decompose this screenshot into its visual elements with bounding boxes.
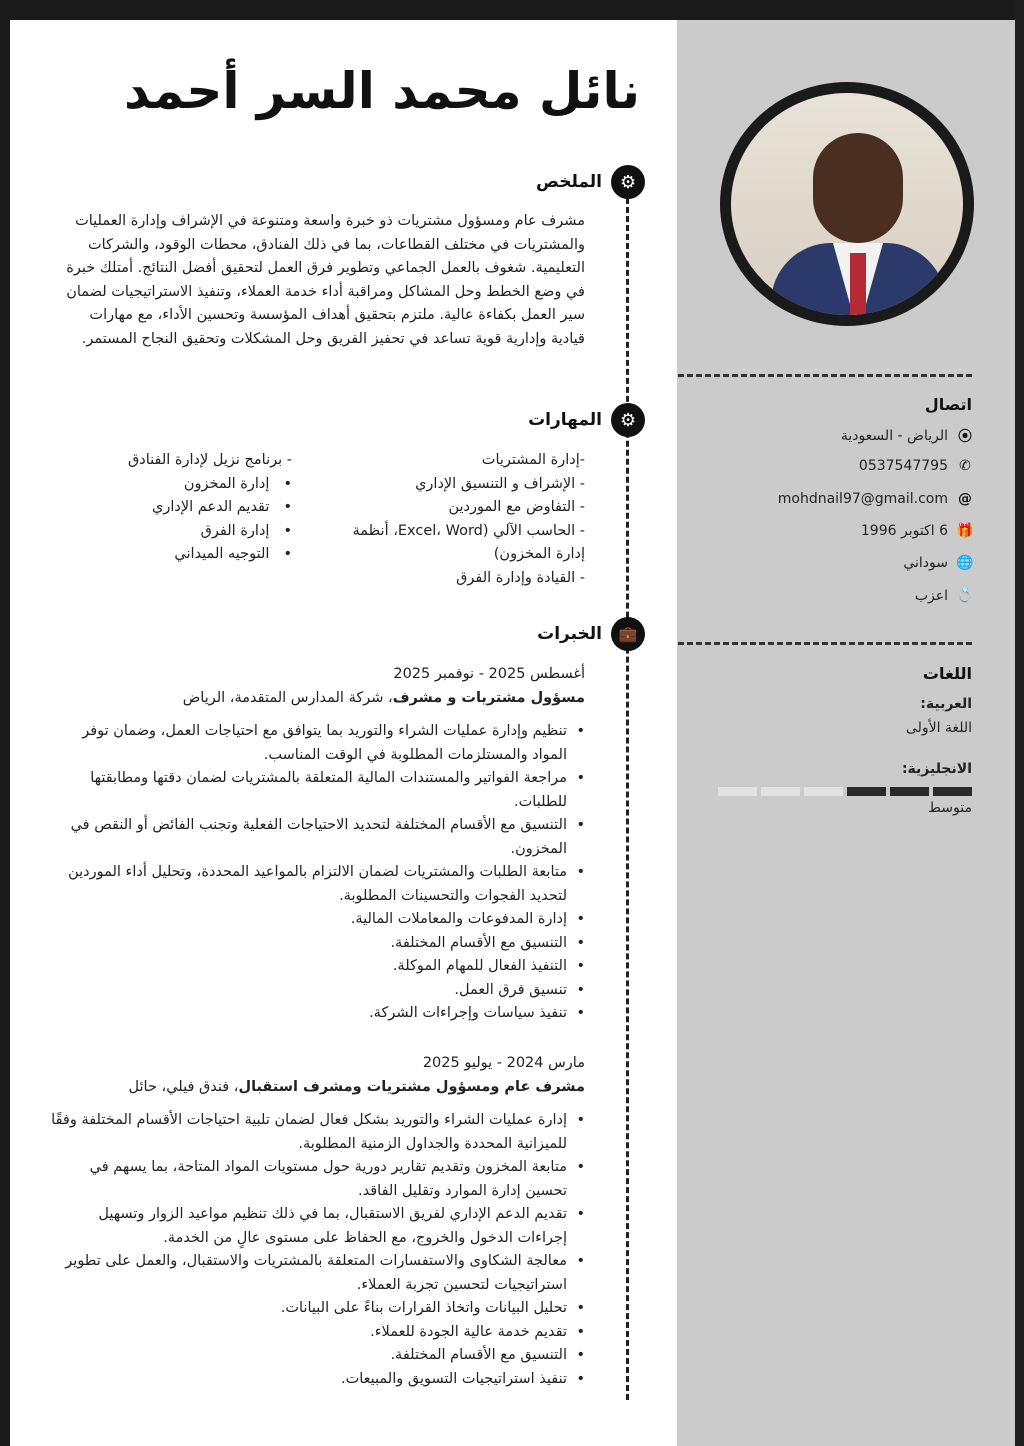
- experience-heading: الخبرات: [537, 624, 602, 644]
- gear-icon: ⚙: [611, 165, 645, 199]
- timeline-line: [626, 180, 629, 1400]
- right-border: [1015, 0, 1024, 1446]
- job-title: مشرف عام ومسؤول مشتريات ومشرف استقبال: [238, 1078, 585, 1095]
- contact-location: ⦿ الرياض - السعودية: [840, 428, 972, 445]
- skill-item: -إدارة المشتريات: [481, 452, 585, 468]
- job-heading: [45, 687, 585, 711]
- skill-item: - برنامج نزيل لإدارة الفنادق: [128, 452, 292, 468]
- level-segment: [718, 787, 757, 796]
- english-label: الانجليزية:: [901, 761, 972, 777]
- skill-item: • إدارة الفرق: [92, 520, 292, 544]
- arabic-level: اللغة الأولى: [905, 720, 972, 736]
- person-name: نائل محمد السر أحمد: [123, 62, 640, 120]
- level-segment: [761, 787, 800, 796]
- job-org: ، شركة المدارس المتقدمة، الرياض: [182, 689, 393, 706]
- briefcase-icon: 💼: [611, 617, 645, 651]
- job-duties: [45, 1109, 585, 1391]
- job-duties: [45, 720, 585, 1026]
- job-org: ، فندق فيلي، حائل: [128, 1078, 239, 1095]
- job-date: أغسطس 2025 - نوفمبر 2025: [393, 666, 585, 682]
- duty-item: • تحليل البيانات واتخاذ القرارات بناءً على البيانات.: [45, 1297, 585, 1321]
- skill-item: - القيادة وإدارة الفرق: [456, 569, 585, 586]
- skill-item: • إدارة المخزون: [92, 473, 292, 497]
- skill-item: - التفاوض مع الموردين: [448, 499, 585, 515]
- level-segment: [890, 787, 929, 796]
- job-title: مسؤول مشتريات و مشرف: [392, 689, 585, 706]
- duty-item: • تقديم الدعم الإداري لفريق الاستقبال، بما في ذلك تنظيم مواعيد الزوار وتسهيل إجراءات الدخول والخروج، مع الحفاظ على مستوى عالٍ من الخدمة.: [45, 1203, 585, 1250]
- skills-list-secondary: [92, 449, 292, 567]
- location-pin-icon: ⦿: [958, 429, 972, 445]
- duty-item: • مراجعة الفواتير والمستندات المالية المتعلقة بالمشتريات لضمان دقتها ومطابقتها للطلبات.: [45, 767, 585, 814]
- level-segment: [804, 787, 843, 796]
- contact-marital-status: 💍 اعزب: [914, 588, 974, 604]
- level-segment: [933, 787, 972, 796]
- duty-item: • متابعة الطلبات والمشتريات لضمان الالتزام بالمواعيد المحددة، وتحليل أداء الموردين لتحديد الفجوات والتحسينات المطلوبة.: [45, 861, 585, 908]
- contact-heading: اتصال: [924, 395, 972, 414]
- duty-item: • تقديم خدمة عالية الجودة للعملاء.: [45, 1321, 585, 1345]
- english-level-bar: [718, 787, 972, 796]
- duty-item: • إدارة عمليات الشراء والتوريد بشكل فعال لضمان تلبية احتياجات الأقسام المختلفة وفقًا للميزانية المحددة والجداول الزمنية المطلوبة.: [45, 1109, 585, 1156]
- duty-item: • تنفيذ استراتيجيات التسويق والمبيعات.: [45, 1368, 585, 1392]
- contact-email[interactable]: @ mohdnail97@gmail.com: [777, 491, 972, 507]
- duty-item: • تنفيذ سياسات وإجراءات الشركة.: [45, 1002, 585, 1026]
- profile-photo: [720, 82, 974, 326]
- duty-item: • التنسيق مع الأقسام المختلفة.: [45, 1344, 585, 1368]
- divider: [678, 374, 972, 377]
- skill-item: • تقديم الدعم الإداري: [92, 496, 292, 520]
- rings-icon: 💍: [956, 588, 974, 604]
- job-entry: [45, 663, 585, 1026]
- phone-icon: ✆: [959, 458, 971, 474]
- job-entry: [45, 1052, 585, 1391]
- summary-text: مشرف عام ومسؤول مشتريات ذو خبرة واسعة ومتنوعة في الإشراف وإدارة العمليات والمشتريات في مختلف القطاعات، بما في ذلك الفنادق، محطات الوقود، والشركات التعليمية. شغوف بالعمل الجماعي وتطوير فرق العمل لتحقيق أفضل النتائج. أمتلك خبرة في وضع الخطط وحل المشاكل ومراقبة أداء خدمة العملاء، وتنفيذ الاستراتيجيات لضمان سير العمل بكفاءة عالية. ملتزم بتحقيق أهداف المؤسسة وتحسين الأداء، مع مهارات قيادية وإدارية قوية تساعد في تحفيز الفريق وحل المشكلات وتحقيق النجاح المستمر.: [66, 213, 585, 347]
- duty-item: • تنظيم وإدارة عمليات الشراء والتوريد بما يتوافق مع احتياجات العمل، وضمان توفر المواد والمستلزمات المطلوبة في الوقت المناسب.: [45, 720, 585, 767]
- level-segment: [847, 787, 886, 796]
- skill-item: - الحاسب الآلي (Excel، Word، أنظمة إدارة المخزون): [352, 522, 585, 562]
- duty-item: • التنسيق مع الأقسام المختلفة لتحديد الاحتياجات الفعلية وتجنب الفائض أو النقص في المخزون.: [45, 814, 585, 861]
- globe-icon: 🌐: [956, 555, 974, 571]
- divider: [678, 642, 972, 645]
- cog-icon: ⚙: [611, 403, 645, 437]
- duty-item: • إدارة المدفوعات والمعاملات المالية.: [45, 908, 585, 932]
- at-icon: @: [958, 491, 972, 507]
- skill-item: • التوجيه الميداني: [92, 543, 292, 567]
- languages-heading: اللغات: [922, 664, 972, 683]
- duty-item: • تنسيق فرق العمل.: [45, 979, 585, 1003]
- duty-item: • التنسيق مع الأقسام المختلفة.: [45, 932, 585, 956]
- arabic-label: العربية:: [920, 696, 972, 712]
- duty-item: • التنفيذ الفعال للمهام الموكلة.: [45, 955, 585, 979]
- skill-item: - الإشراف و التنسيق الإداري: [415, 475, 585, 492]
- english-level: متوسط: [928, 800, 972, 816]
- skills-heading: المهارات: [528, 410, 602, 430]
- job-heading: [45, 1076, 585, 1100]
- skills-list-primary: [335, 449, 585, 590]
- job-date: مارس 2024 - يوليو 2025: [422, 1055, 585, 1071]
- summary-heading: الملخص: [536, 172, 602, 192]
- contact-nationality: 🌐 سوداني: [903, 555, 974, 571]
- contact-birthdate: 🎁 6 اكتوبر 1996: [860, 523, 974, 539]
- duty-item: • متابعة المخزون وتقديم تقارير دورية حول مستويات المواد المتاحة، بما يسهم في تحسين إدارة الموارد وتقليل الفاقد.: [45, 1156, 585, 1203]
- contact-phone[interactable]: ✆ 0537547795: [859, 458, 974, 474]
- duty-item: • معالجة الشكاوى والاستفسارات المتعلقة بالمشتريات والاستقبال، والعمل على تطوير استراتيجيات لتحسين تجربة العملاء.: [45, 1250, 585, 1297]
- gift-icon: 🎁: [956, 523, 974, 539]
